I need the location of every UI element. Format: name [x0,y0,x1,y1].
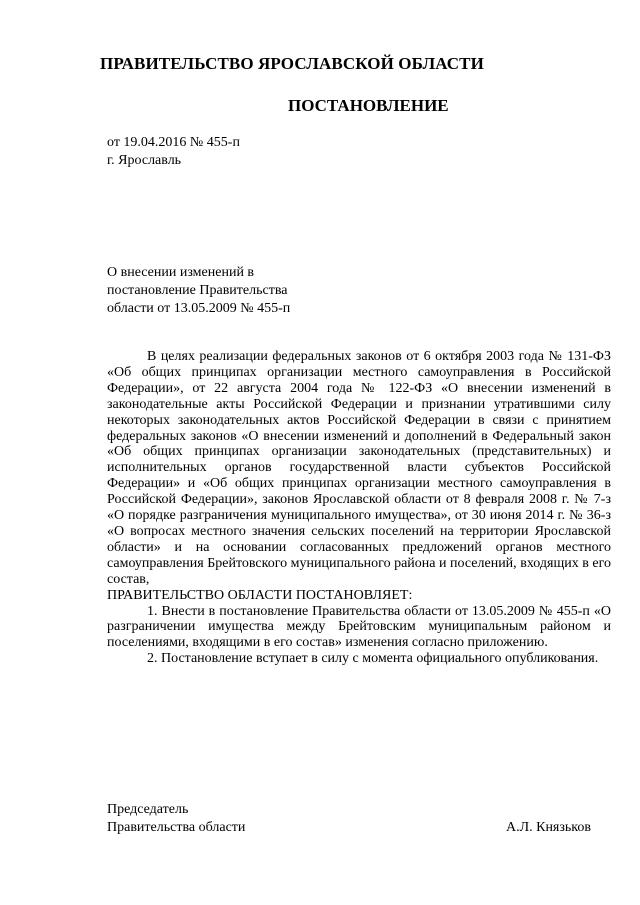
signer-row [107,819,591,837]
document-meta [107,134,240,170]
item-2-paragraph: 2. Постановление вступает в силу с момента официального опубликования. [147,651,599,667]
signer-title-line-2: Правительства области [107,820,246,835]
signature-block [107,801,591,837]
subject-line-1: О внесении изменений в [107,265,255,280]
subject-line-3: области от 13.05.2009 № 455-п [107,301,291,316]
item-1-paragraph: 1. Внести в постановление Правительства области от 13.05.2009 № 455-п «О разграничении имущества между Брейтовским муниципальным районом и поселениями, входящими в его состав» изменения согласно приложению. [107,603,611,651]
date-number: от 19.04.2016 № 455-п [107,135,240,150]
resolves-heading: ПРАВИТЕЛЬСТВО ОБЛАСТИ ПОСТАНОВЛЯЕТ: [107,587,413,603]
document-subject [107,264,290,318]
preamble-paragraph: В целях реализации федеральных законов от 6 октября 2003 года № 131-ФЗ «Об общих принципах организации местного самоуправления в Российской Федерации», от 22 августа 2004 года № 122-ФЗ «О внесении изменений в законодательные акты Российской Федерации и признании утратившими силу некоторых законодательных актов Российской Федерации в связи с принятием федеральных законов «О внесении изменений и дополнений в Федеральный закон «Об общих принципах организации законодательных (представительных) и исполнительных органов государственной власти субъектов Российской Федерации» и «Об общих принципах организации местного самоуправления в Российской Федерации», законов Ярославской области от 8 февраля 2008 г. № 7-з «О порядке разграничения муниципального имущества», от 30 июня 2014 г. № 36-з «О вопросах местного значения сельских поселений на территории Ярославской области» и на основании согласованных предложений органов местного самоуправления Брейтовского муниципального района и поселений, входящих в его состав, [107,349,611,587]
city: г. Ярославль [107,153,182,168]
document-type-title: ПОСТАНОВЛЕНИЕ [288,96,449,115]
signer-name: А.Л. Князьков [506,820,591,835]
subject-line-2: постановление Правительства [107,283,288,298]
organization-title: ПРАВИТЕЛЬСТВО ЯРОСЛАВСКОЙ ОБЛАСТИ [100,54,484,73]
document-body [107,349,611,667]
signer-title-line-1: Председатель [107,802,189,817]
